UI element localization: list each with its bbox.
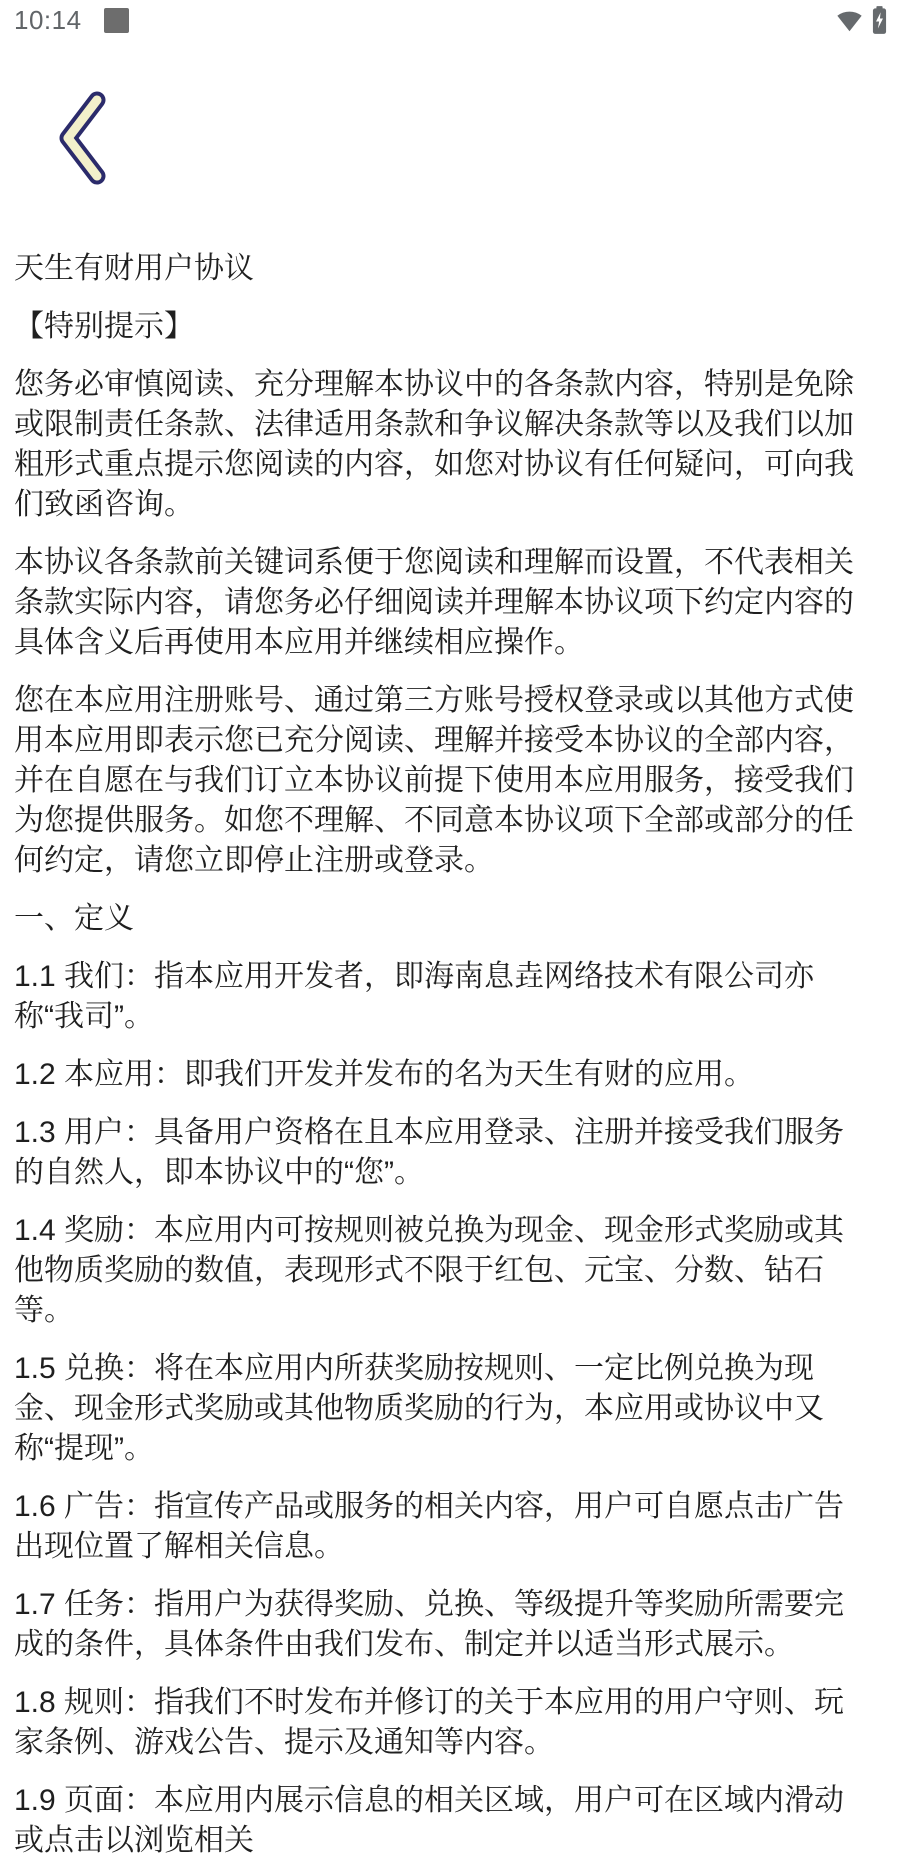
wifi-icon — [836, 9, 863, 32]
doc-clause-1-1: 1.1 我们：指本应用开发者，即海南息垚网络技术有限公司亦称“我司”。 — [14, 960, 815, 1033]
doc-clause-1-8: 1.8 规则：指我们不时发布并修订的关于本应用的用户守则、玩家条例、游戏公告、提示及通知等内容。 — [14, 1686, 845, 1759]
doc-clause-1-7: 1.7 任务：指用户为获得奖励、兑换、等级提升等奖励所需要完成的条件，具体条件由我们发布、制定并以适当形式展示。 — [14, 1588, 845, 1661]
doc-paragraph: 您务必审慎阅读、充分理解本协议中的各条款内容，特别是免除或限制责任条款、法律适用条款和争议解决条款等以及我们以加粗形式重点提示您阅读的内容，如您对协议有任何疑问，可向我们致函咨询。 — [14, 368, 854, 521]
navigation-bar — [52, 89, 900, 189]
back-button[interactable] — [52, 89, 114, 187]
status-bar — [0, 0, 900, 40]
doc-clause-1-3: 1.3 用户：具备用户资格在且本应用登录、注册并接受我们服务的自然人，即本协议中的“您”。 — [14, 1116, 845, 1189]
doc-paragraph-special-notice: 【特别提示】 — [14, 310, 194, 343]
doc-title: 天生有财用户协议 — [14, 252, 254, 285]
battery-charging-icon — [871, 6, 888, 34]
doc-clause-1-2: 1.2 本应用：即我们开发并发布的名为天生有财的应用。 — [14, 1058, 755, 1091]
status-time: 10:14 — [14, 5, 82, 35]
doc-section-heading: 一、定义 — [14, 902, 134, 935]
doc-paragraph: 您在本应用注册账号、通过第三方账号授权登录或以其他方式使用本应用即表示您已充分阅读、理解并接受本协议的全部内容，并在自愿在与我们订立本协议前提下使用本应用服务，接受我们为您提供服务。如您不理解、不同意本协议项下全部或部分的任何约定，请您立即停止注册或登录。 — [14, 684, 854, 877]
doc-clause-1-4: 1.4 奖励：本应用内可按规则被兑换为现金、现金形式奖励或其他物质奖励的数值，表现形式不限于红包、元宝、分数、钻石等。 — [14, 1214, 845, 1327]
notification-square-icon — [104, 8, 129, 33]
doc-clause-1-9: 1.9 页面：本应用内展示信息的相关区域，用户可在区域内滑动或点击以浏览相关 — [14, 1784, 845, 1857]
chevron-left-icon — [68, 100, 97, 176]
agreement-document — [0, 249, 900, 1861]
doc-clause-1-6: 1.6 广告：指宣传产品或服务的相关内容，用户可自愿点击广告出现位置了解相关信息。 — [14, 1490, 845, 1563]
doc-clause-1-5: 1.5 兑换：将在本应用内所获奖励按规则、一定比例兑换为现金、现金形式奖励或其他物质奖励的行为，本应用或协议中又称“提现”。 — [14, 1352, 824, 1465]
doc-paragraph: 本协议各条款前关键词系便于您阅读和理解而设置，不代表相关条款实际内容，请您务必仔细阅读并理解本协议项下约定内容的具体含义后再使用本应用并继续相应操作。 — [14, 546, 854, 659]
